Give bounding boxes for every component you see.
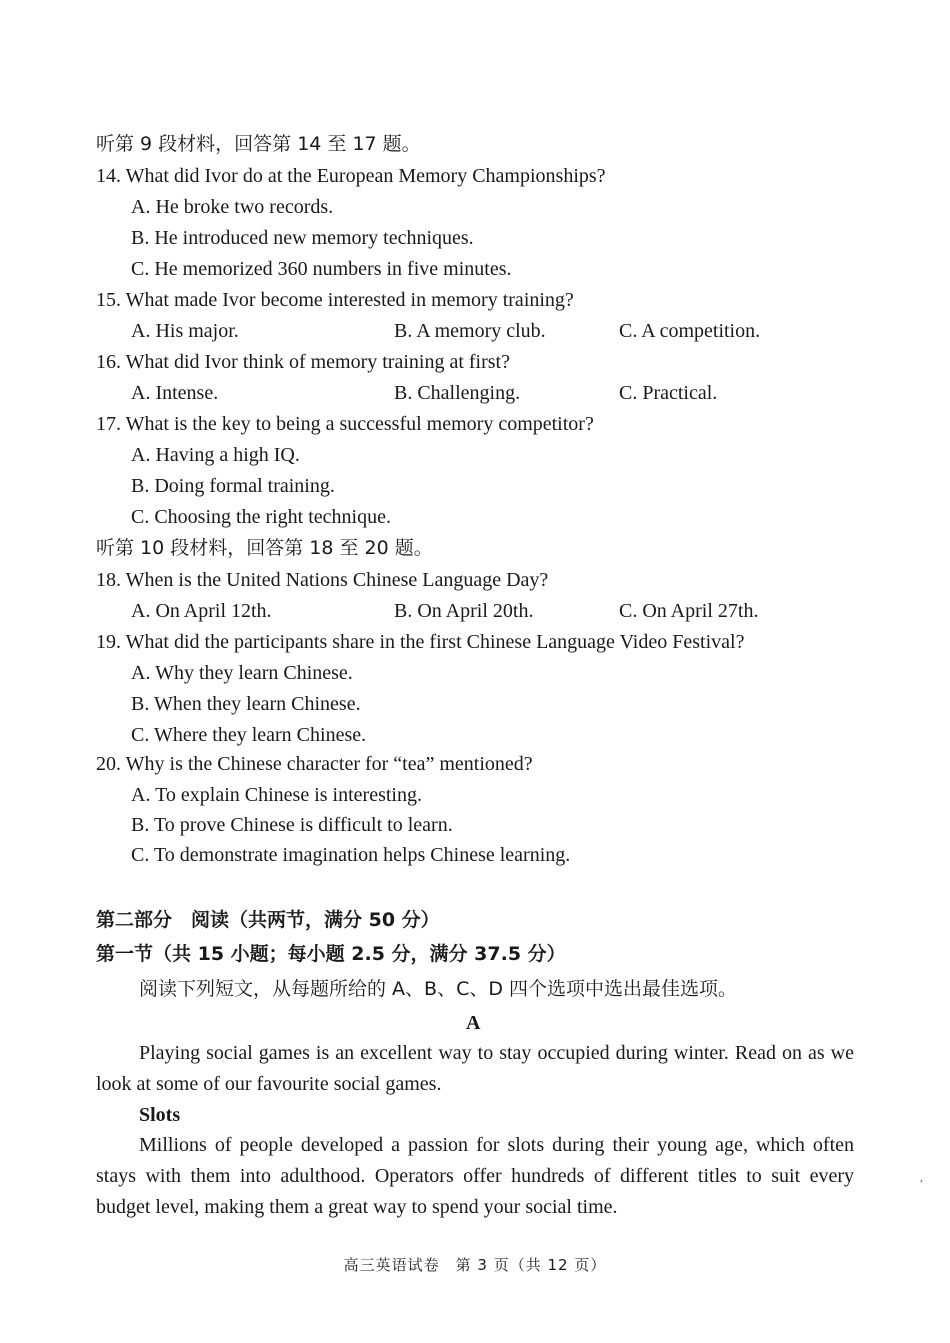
question-16-option-b: B. Challenging.: [394, 382, 521, 404]
question-15-option-c: C. A competition.: [619, 320, 761, 342]
question-14-option-a: A. He broke two records.: [131, 196, 334, 218]
question-20-option-a: A. To explain Chinese is interesting.: [131, 784, 422, 806]
slots-heading: Slots: [139, 1104, 181, 1126]
question-16-option-a: A. Intense.: [131, 382, 219, 404]
question-15-option-a: A. His major.: [131, 320, 239, 342]
part2-title: 第二部分 阅读（共两节，满分 50 分）: [96, 909, 440, 931]
question-15-option-b: B. A memory club.: [394, 320, 546, 342]
question-14-option-c: C. He memorized 360 numbers in five minutes.: [131, 258, 512, 280]
passage-intro: Playing social games is an excellent way to stay occupied during winter. Read on as we look at some of our favourite social games.: [96, 1042, 854, 1095]
question-14-option-b: B. He introduced new memory techniques.: [131, 227, 474, 249]
part2-instruction: 阅读下列短文，从每题所给的 A、B、C、D 四个选项中选出最佳选项。: [139, 978, 738, 1000]
question-18-option-c: C. On April 27th.: [619, 600, 759, 622]
section9-header: 听第 9 段材料，回答第 14 至 17 题。: [96, 133, 421, 155]
question-15-stem: 15. What made Ivor become interested in memory training?: [96, 289, 574, 311]
question-20-option-b: B. To prove Chinese is difficult to learn.: [131, 814, 453, 836]
question-17-stem: 17. What is the key to being a successful memory competitor?: [96, 413, 594, 435]
question-17-option-a: A. Having a high IQ.: [131, 444, 300, 466]
slots-paragraph: Millions of people developed a passion for slots during their young age, which often stays with them into adulthood. Operators offer hundreds of different titles to suit every budget level, making them a great way to spend your social time.: [96, 1134, 854, 1218]
scan-mark: ,: [920, 1170, 923, 1184]
question-14-stem: 14. What did Ivor do at the European Memory Championships?: [96, 165, 606, 187]
question-19-stem: 19. What did the participants share in the first Chinese Language Video Festival?: [96, 631, 745, 653]
passage-letter: A: [466, 1012, 481, 1034]
question-19-option-a: A. Why they learn Chinese.: [131, 662, 353, 684]
question-16-stem: 16. What did Ivor think of memory training at first?: [96, 351, 510, 373]
question-17-option-b: B. Doing formal training.: [131, 475, 335, 497]
question-18-stem: 18. When is the United Nations Chinese Language Day?: [96, 569, 549, 591]
question-20-stem: 20. Why is the Chinese character for “tea” mentioned?: [96, 753, 533, 775]
question-19-option-b: B. When they learn Chinese.: [131, 693, 361, 715]
section10-header: 听第 10 段材料，回答第 18 至 20 题。: [96, 537, 433, 559]
page-footer: 高三英语试卷 第 3 页（共 12 页）: [343, 1256, 607, 1274]
question-17-option-c: C. Choosing the right technique.: [131, 506, 391, 528]
question-18-option-a: A. On April 12th.: [131, 600, 272, 622]
question-20-option-c: C. To demonstrate imagination helps Chinese learning.: [131, 844, 571, 866]
part2-section1-title: 第一节（共 15 小题；每小题 2.5 分，满分 37.5 分）: [96, 943, 566, 965]
question-19-option-c: C. Where they learn Chinese.: [131, 724, 367, 746]
question-16-option-c: C. Practical.: [619, 382, 718, 404]
question-18-option-b: B. On April 20th.: [394, 600, 534, 622]
